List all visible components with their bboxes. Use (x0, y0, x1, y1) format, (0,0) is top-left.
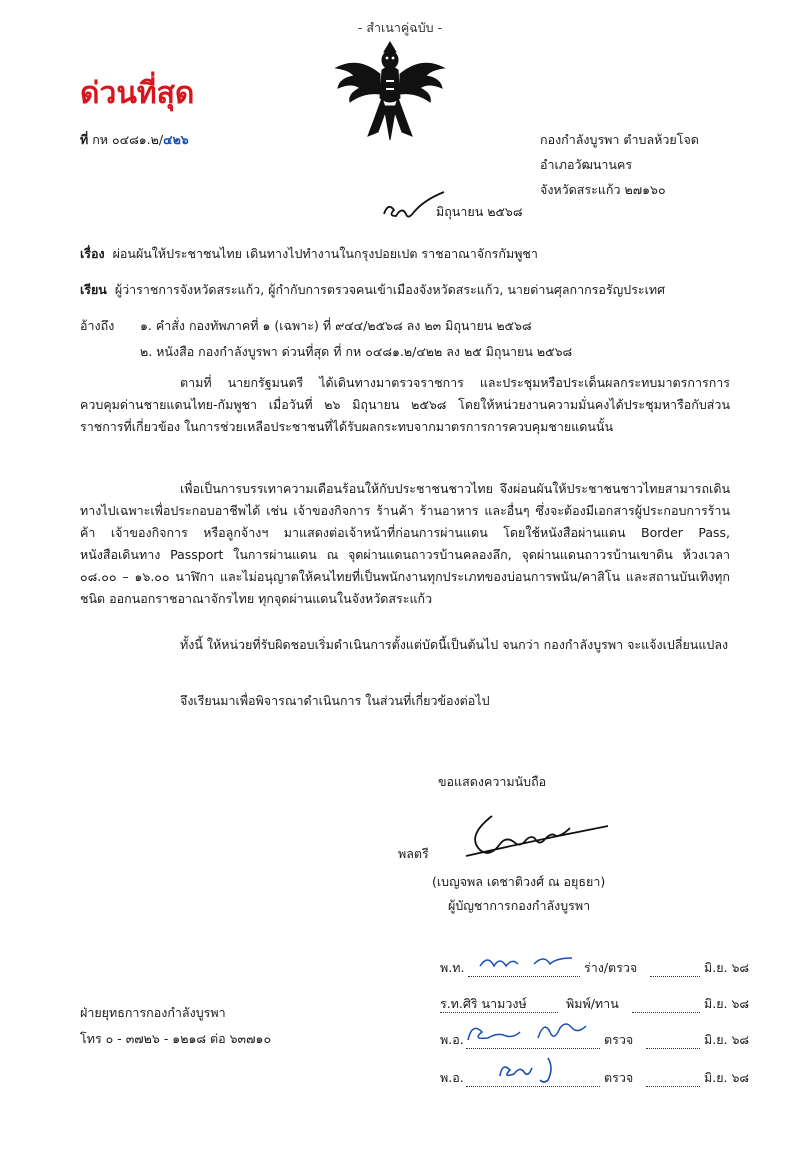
signer-name: (เบญจพล เดชาติวงศ์ ณ อยุธยา) (432, 874, 606, 889)
subject-text: ผ่อนผันให้ประชาชนไทย เดินทางไปทำงานในกรุงปอยเปต ราชอาณาจักรกัมพูชา (112, 246, 538, 261)
approval-3-line (466, 1048, 600, 1049)
approval-1-who: พ.ท. (440, 960, 465, 975)
subject-label: เรื่อง (80, 246, 105, 261)
sender-line-3: จังหวัดสระแก้ว ๒๗๑๖๐ (540, 182, 666, 197)
approval-2-who: ร.ท.ศิริ นามวงษ์ (440, 996, 527, 1011)
sender-line-1: กองกำลังบูรพา ตำบลห้วยโจด (540, 132, 699, 147)
closing: ขอแสดงความนับถือ (438, 774, 547, 789)
approval-4-date: มิ.ย. ๖๘ (704, 1070, 750, 1085)
date-text: มิถุนายน ๒๕๖๘ (436, 204, 523, 219)
doc-no-prefix: กห ๐๔๘๑.๒/ (92, 132, 164, 147)
approval-4-role: ตรวจ (604, 1070, 634, 1085)
signer-position: ผู้บัญชาการกองกำลังบูรพา (448, 898, 591, 913)
approval-2-role: พิมพ์/ทาน (566, 996, 619, 1011)
body-paragraph-3: ทั้งนี้ ให้หน่วยที่รับผิดชอบเริ่มดำเนินการตั้งแต่บัดนี้เป็นต้นไป จนกว่า กองกำลังบูรพา จะแจ้งเปลี่ยนแปลง (180, 637, 729, 652)
approval-1-date: มิ.ย. ๖๘ (704, 960, 750, 975)
references-row (80, 316, 114, 336)
doc-no-label: ที่ (80, 132, 89, 147)
approval-4-date-line (646, 1086, 700, 1087)
approval-1-initials-icon (476, 948, 576, 974)
signer-rank: พลตรี (398, 846, 429, 861)
body-paragraph-4: จึงเรียนมาเพื่อพิจารณาดำเนินการ ในส่วนที่เกี่ยวข้องต่อไป (180, 693, 490, 708)
approval-3-date-line (646, 1048, 700, 1049)
document-date (380, 188, 580, 224)
approval-3-who: พ.อ. (440, 1032, 464, 1047)
copy-mark: - สำเนาคู่ฉบับ - (357, 20, 443, 35)
footer-phone: โทร ๐ - ๓๗๒๖ - ๑๒๑๘ ต่อ ๖๓๗๑๐ (80, 1031, 272, 1046)
approval-4-line (466, 1086, 600, 1087)
footer-office: ฝ่ายยุทธการกองกำลังบูรพา (80, 1005, 226, 1020)
document-number (80, 130, 189, 150)
approval-2-line (440, 1012, 558, 1013)
garuda-emblem-icon (330, 36, 450, 146)
reference-item-1: ๑. คำสั่ง กองทัพภาคที่ ๑ (เฉพาะ) ที่ ๙๔๔/๒๕๖๘ ลง ๒๓ มิถุนายน ๒๕๖๘ (140, 318, 532, 333)
recipient-label: เรียน (80, 282, 107, 297)
approval-4-initials-icon (494, 1052, 584, 1086)
reference-item-2: ๒. หนังสือ กองกำลังบูรพา ด่วนที่สุด ที่ กห ๐๔๘๑.๒/๔๒๒ ลง ๒๕ มิถุนายน ๒๕๖๘ (140, 344, 573, 359)
approval-3-initials-icon (462, 1016, 612, 1048)
approval-1-line (468, 976, 580, 977)
approval-3-date: มิ.ย. ๖๘ (704, 1032, 750, 1047)
sender-line-2: อำเภอวัฒนานคร (540, 157, 633, 172)
body-paragraph-1: ตามที่ นายกรัฐมนตรี ได้เดินทางมาตรวจราชการ และประชุมหรือประเด็นผลกระทบมาตรการการควบคุมด่านชายแดนไทย-กัมพูชา เมื่อวันที่ ๒๖ มิถุนายน ๒๕๖๘ โดยให้หน่วยงานความมั่นคงได้ประชุมหารือกับส่วนราชการที่เกี่ยวข้อง ในการช่วยเหลือประชาชนที่ได้รับผลกระทบจากมาตรการการควบคุมชายแดนนั้น (80, 375, 730, 434)
recipient-text: ผู้ว่าราชการจังหวัดสระแก้ว, ผู้กำกับการตรวจคนเข้าเมืองจังหวัดสระแก้ว, นายด่านศุลกากรอรัญประเทศ (114, 282, 666, 297)
approval-1-role: ร่าง/ตรวจ (584, 960, 638, 975)
subject-row (80, 244, 538, 264)
approval-4-who: พ.อ. (440, 1070, 464, 1085)
approval-2-date-line (632, 1012, 700, 1013)
approval-3-role: ตรวจ (604, 1032, 634, 1047)
doc-no-suffix: ๔๒๖ (163, 132, 189, 147)
urgency-heading: ด่วนที่สุด (80, 76, 195, 111)
recipient-row (80, 280, 665, 300)
references-label: อ้างถึง (80, 318, 115, 333)
approval-2-date: มิ.ย. ๖๘ (704, 996, 750, 1011)
approval-1-date-line (650, 976, 700, 977)
body-paragraph-2: เพื่อเป็นการบรรเทาความเดือนร้อนให้กับประชาชนชาวไทย จึงผ่อนผันให้ประชาชนชาวไทยสามารถเดินทางไปเฉพาะเพื่อประกอบอาชีพได้ เช่น เจ้าของกิจการ ร้านค้า ร้านอาหาร และอื่นๆ ซึ่งจะต้องมีเอกสารผู้ประกอบการร้านค้า เจ้าของกิจการ หรือลูกจ้างฯ มาแสดงต่อเจ้าหน้าที่ก่อนการผ่านแดน โดยใช้หนังสือผ่านแดน Border Pass, หนังสือเดินทาง Passport ในการผ่านแดน ณ จุดผ่านแดนถาวรบ้านคลองลึก, จุดผ่านแดนถาวรบ้านเขาดิน ห้วงเวลา ๐๘.๐๐ – ๑๖.๐๐ นาฬิกา และไม่อนุญาตให้คนไทยที่เป็นพนักงานทุกประเภทของบ่อนการพนัน/คาสิโน และสถานบันเทิงทุกชนิด ออกนอกราชอาณาจักรไทย ทุกจุดผ่านแดนในจังหวัดสระแก้ว (80, 481, 730, 606)
signature-handwriting-icon (462, 810, 612, 860)
